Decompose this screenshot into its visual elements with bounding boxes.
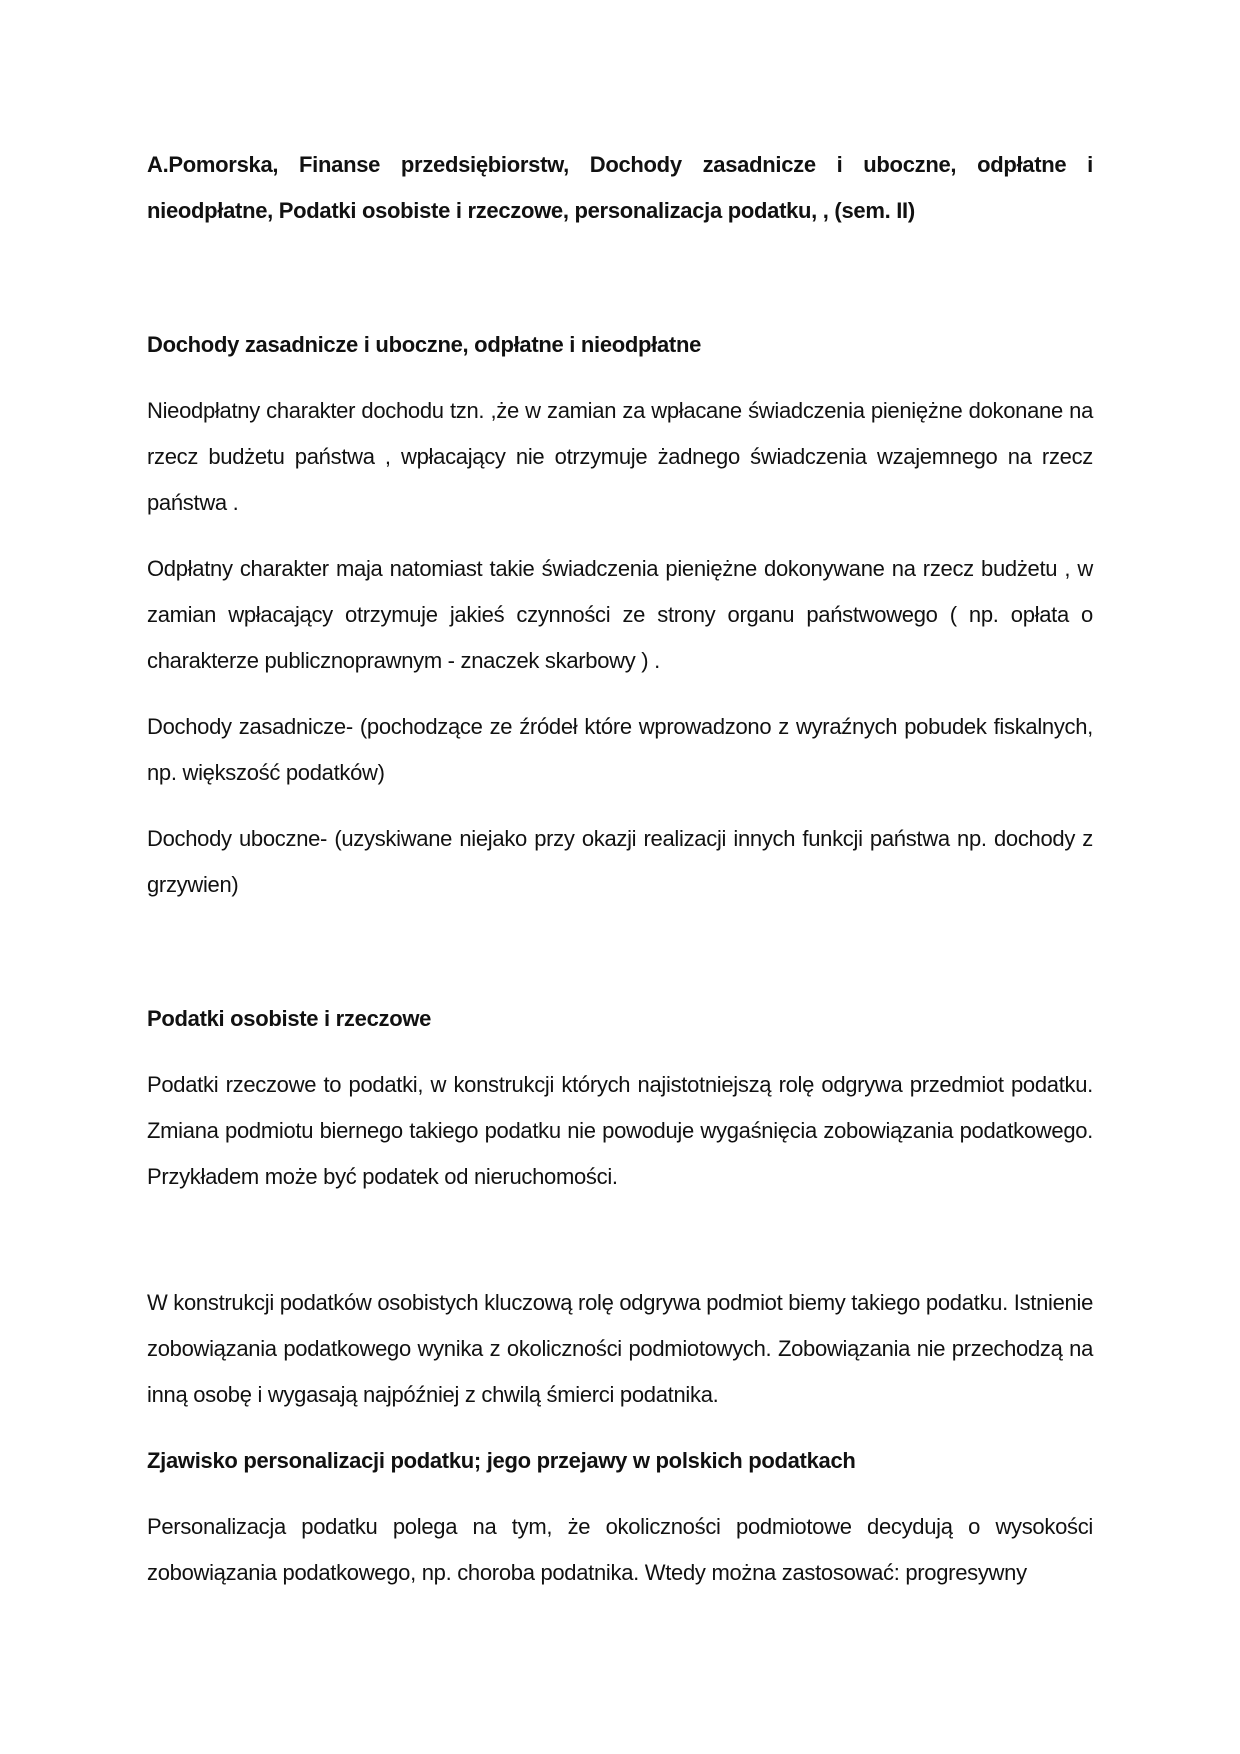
paragraph-unpaid-income: Nieodpłatny charakter dochodu tzn. ,że w zamian za wpłacane świadczenia pieniężne dokonane na rzecz budżetu państwa , wpłacający nie otrzymuje żadnego świadczenia wzajemnego na rzecz państwa . [147,398,1093,515]
paragraph-personal-taxes: W konstrukcji podatków osobistych kluczową rolę odgrywa podmiot biemy takiego podatku. Istnienie zobowiązania podatkowego wynika z okoliczności podmiotowych. Zobowiązania nie przechodzą na inną osobę i wygasają najpóźniej z chwilą śmierci podatnika. [147,1290,1093,1407]
paragraph-secondary-income: Dochody uboczne- (uzyskiwane niejako przy okazji realizacji innych funkcji państwa np. dochody z grzywien) [147,826,1093,897]
paragraph-primary-income: Dochody zasadnicze- (pochodzące ze źródeł które wprowadzono z wyraźnych pobudek fiskalnych, np. większość podatków) [147,714,1093,785]
document-title: A.Pomorska, Finanse przedsiębiorstw, Dochody zasadnicze i uboczne, odpłatne i nieodpłatne, Podatki osobiste i rzeczowe, personalizacja podatku, , (sem. II) [147,152,1093,223]
document-page [147,142,1093,1596]
paragraph-paid-income: Odpłatny charakter maja natomiast takie świadczenia pieniężne dokonywane na rzecz budżetu , w zamian wpłacający otrzymuje jakieś czynności ze strony organu państwowego ( np. opłata o charakterze publicznoprawnym - znaczek skarbowy ) . [147,556,1093,673]
section-heading-personalization: Zjawisko personalizacji podatku; jego przejawy w polskich podatkach [147,1448,856,1473]
paragraph-personalization: Personalizacja podatku polega na tym, że okoliczności podmiotowe decydują o wysokości zobowiązania podatkowego, np. choroba podatnika. Wtedy można zastosować: progresywny [147,1514,1093,1585]
section-heading-income: Dochody zasadnicze i uboczne, odpłatne i nieodpłatne [147,332,702,357]
paragraph-property-taxes: Podatki rzeczowe to podatki, w konstrukcji których najistotniejszą rolę odgrywa przedmiot podatku. Zmiana podmiotu biernego takiego podatku nie powoduje wygaśnięcia zobowiązania podatkowego. Przykładem może być podatek od nieruchomości. [147,1072,1093,1189]
section-heading-taxes: Podatki osobiste i rzeczowe [147,1006,432,1031]
